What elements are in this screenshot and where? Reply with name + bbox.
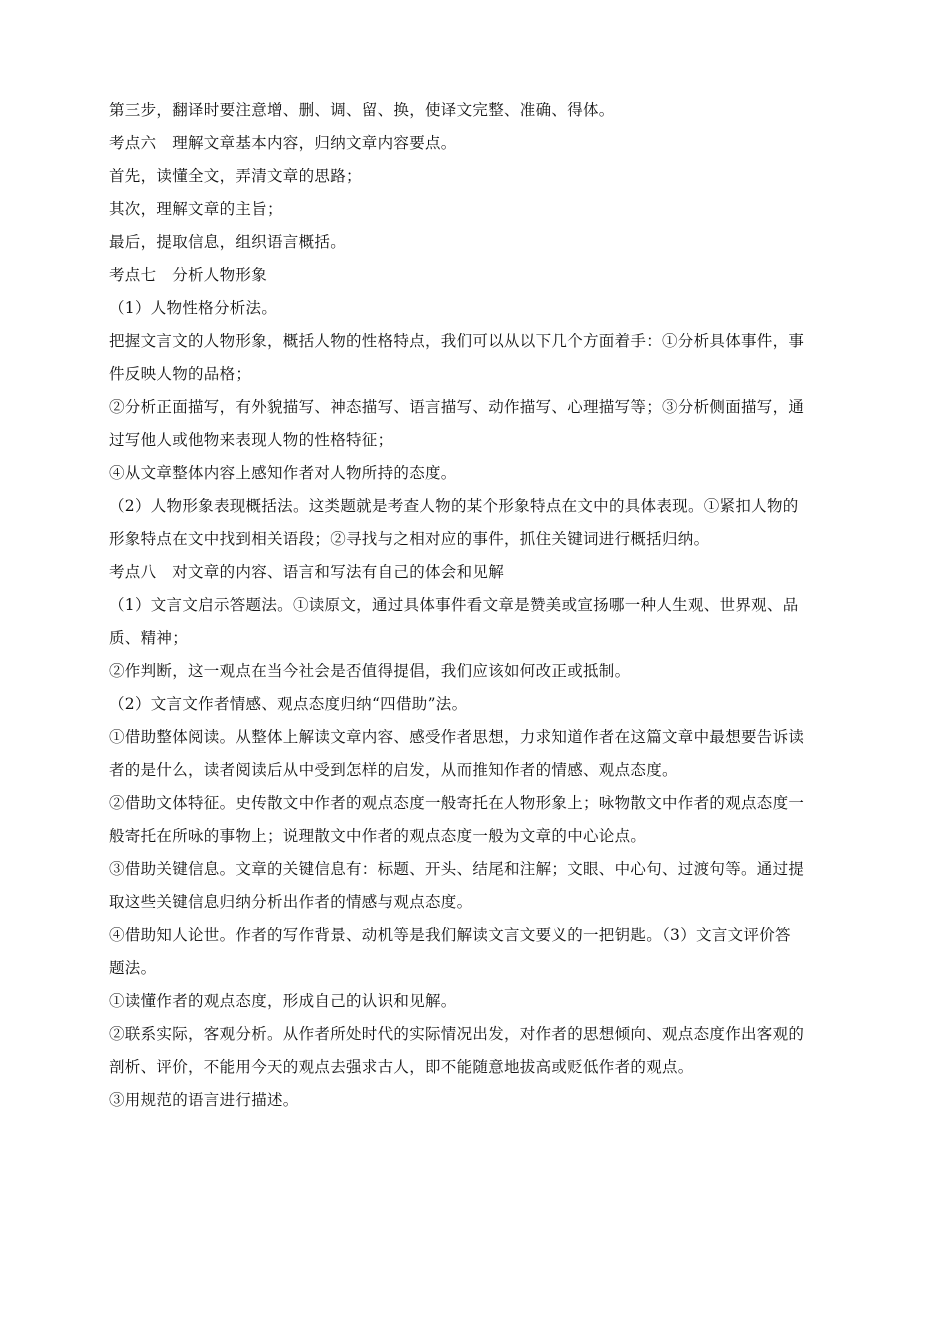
text-line: 件反映人物的品格； <box>109 365 252 383</box>
text-line: ②借助文体特征。史传散文中作者的观点态度一般寄托在人物形象上；咏物散文中作者的观点态度一 <box>109 794 805 812</box>
text-line: ②分析正面描写，有外貌描写、神态描写、语言描写、动作描写、心理描写等；③分析侧面描写，通 <box>109 398 805 416</box>
text-line: ②作判断，这一观点在当今社会是否值得提倡，我们应该如何改正或抵制。 <box>109 662 631 680</box>
text-line: （2）人物形象表现概括法。这类题就是考查人物的某个形象特点在文中的具体表现。①紧扣人物的 <box>109 497 799 515</box>
document-body <box>109 94 841 1117</box>
section-heading-kaodian-7: 考点七 分析人物形象 <box>109 266 268 284</box>
text-line: 其次，理解文章的主旨； <box>109 200 283 218</box>
text-line: 者的是什么，读者阅读后从中受到怎样的启发，从而推知作者的情感、观点态度。 <box>109 761 678 779</box>
text-line: 剖析、评价，不能用今天的观点去强求古人，即不能随意地拔高或贬低作者的观点。 <box>109 1058 694 1076</box>
text-line: ④从文章整体内容上感知作者对人物所持的态度。 <box>109 464 457 482</box>
text-line: 首先，读懂全文，弄清文章的思路； <box>109 167 362 185</box>
text-line: 把握文言文的人物形象，概括人物的性格特点，我们可以从以下几个方面着手：①分析具体事件，事 <box>109 332 805 350</box>
text-line: （1）人物性格分析法。 <box>109 299 278 317</box>
text-line: 过写他人或他物来表现人物的性格特征； <box>109 431 394 449</box>
section-heading-kaodian-6: 考点六 理解文章基本内容，归纳文章内容要点。 <box>109 134 457 152</box>
text-line: ③用规范的语言进行描述。 <box>109 1091 299 1109</box>
text-line: 最后，提取信息，组织语言概括。 <box>109 233 347 251</box>
section-heading-kaodian-8: 考点八 对文章的内容、语言和写法有自己的体会和见解 <box>109 563 505 581</box>
text-line: ③借助关键信息。文章的关键信息有：标题、开头、结尾和注解；文眼、中心句、过渡句等。通过提 <box>109 860 805 878</box>
text-line: 取这些关键信息归纳分析出作者的情感与观点态度。 <box>109 893 473 911</box>
text-line: ②联系实际，客观分析。从作者所处时代的实际情况出发，对作者的思想倾向、观点态度作出客观的 <box>109 1025 805 1043</box>
text-line: 第三步，翻译时要注意增、删、调、留、换，使译文完整、准确、得体。 <box>109 101 615 119</box>
text-line: 般寄托在所咏的事物上；说理散文中作者的观点态度一般为文章的中心论点。 <box>109 827 647 845</box>
text-line: 形象特点在文中找到相关语段；②寻找与之相对应的事件，抓住关键词进行概括归纳。 <box>109 530 710 548</box>
text-line: ①读懂作者的观点态度，形成自己的认识和见解。 <box>109 992 457 1010</box>
text-line: ④借助知人论世。作者的写作背景、动机等是我们解读文言文要义的一把钥匙。（3）文言文评价答 <box>109 926 791 944</box>
text-line: （1）文言文启示答题法。①读原文，通过具体事件看文章是赞美或宣扬哪一种人生观、世界观、品 <box>109 596 799 614</box>
text-line: 质、精神； <box>109 629 189 647</box>
text-line: （2）文言文作者情感、观点态度归纳“四借助”法。 <box>109 695 468 713</box>
text-line: ①借助整体阅读。从整体上解读文章内容、感受作者思想，力求知道作者在这篇文章中最想要告诉读 <box>109 728 805 746</box>
text-line: 题法。 <box>109 959 157 977</box>
